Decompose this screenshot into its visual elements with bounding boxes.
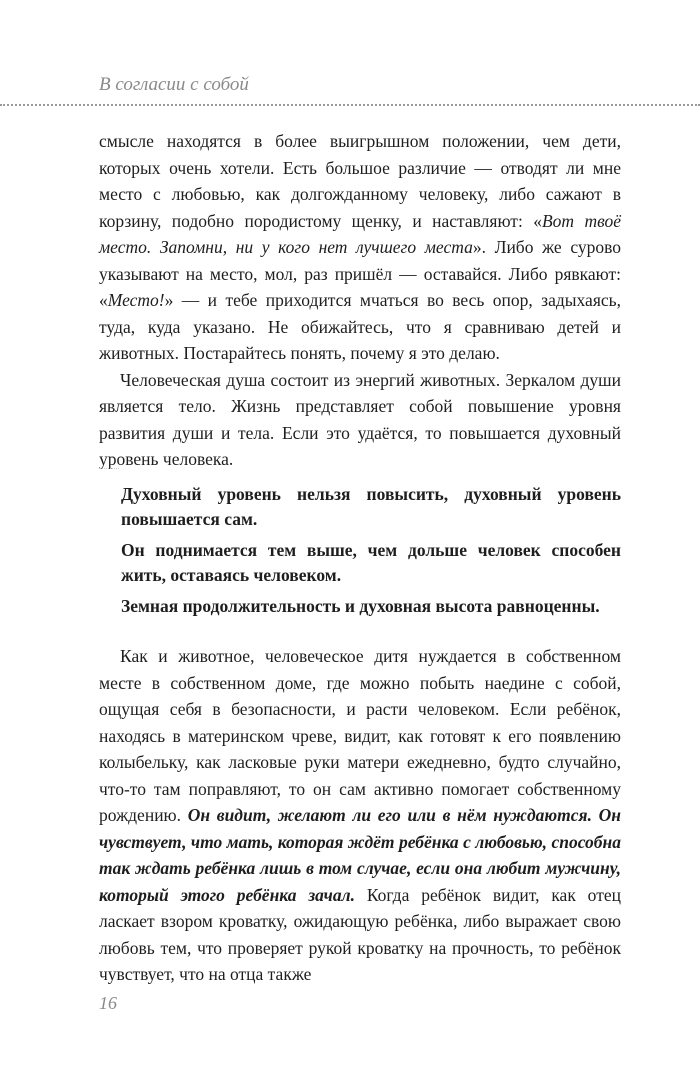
paragraph-3-part-a: Как и животное, человеческое дитя нуждается в собственном месте в собственном доме, где можно побыть наедине с собой, ощущая себя в безопасности, и расти человеком. Если ребёнок, находясь в материнском чреве, видит, как готовят к его появлению колыбельку, как ласковые руки матери ежедневно, будто случайно, что-то там поправляют, то он сам активно помогает собственному рождению. — [99, 646, 621, 825]
paragraph-3 — [99, 643, 621, 988]
paragraph-3-part-b: Когда ребёнок видит, как отец ласкает взором кроватку, ожидающую ребёнка, либо выражает свою любовь тем, что проверяет рукой кроватку на прочность, то ребёнок чувствует, что на отца также — [99, 884, 621, 984]
paragraph-1-part-a: смысле находятся в более выигрышном положении, чем дети, которых очень хотели. Есть большое различие — отводят ли мне место с любовью, как долгожданному человеку, либо сажают в корзину, подобно породистому щенку, и наставляют: « — [99, 131, 621, 231]
section-separator — [99, 468, 119, 469]
callout-line-1: Духовный уровень нельзя повысить, духовный уровень повышается сам. — [121, 484, 621, 529]
callout-block — [121, 482, 621, 625]
body-text-top — [99, 128, 621, 473]
paragraph-1 — [99, 128, 621, 367]
header-divider — [0, 104, 700, 106]
callout-line-3: Земная продолжительность и духовная высота равноценны. — [121, 596, 600, 616]
running-title: В согласии с собой — [99, 74, 249, 95]
paragraph-2: Человеческая душа состоит из энергий животных. Зеркалом души является тело. Жизнь представляет собой повышение уровня развития души и тела. Если это удаётся, то повышается духовный уровень человека. — [99, 369, 621, 469]
paragraph-3-bold-italic: Он видит, желают ли его или в нём нуждаются. Он чувствует, что мать, которая ждёт ребёнка с любовью, способна так ждать ребёнка лишь в том случае, если она любит мужчину, который этого ребёнка зачал. — [99, 805, 621, 905]
paragraph-1-italic-quote: Вот твоё место. Запомни, ни у кого нет лучшего места — [99, 210, 621, 257]
page-number: 16 — [99, 993, 117, 1013]
body-text-bottom — [99, 643, 621, 988]
paragraph-1-italic-command: Место! — [107, 290, 165, 310]
callout-line-2: Он поднимается тем выше, чем дольше человек способен жить, оставаясь человеком. — [121, 540, 621, 585]
paragraph-1-part-b: ». Либо же сурово указывают на место, мол, раз пришёл — оставайся. Либо рявкают: « — [99, 237, 621, 310]
paragraph-1-part-c: » — и тебе приходится мчаться во весь опор, задыхаясь, туда, куда указано. Не обижайтесь, что я сравниваю детей и животных. Постарайтесь понять, почему я это делаю. — [99, 290, 621, 363]
